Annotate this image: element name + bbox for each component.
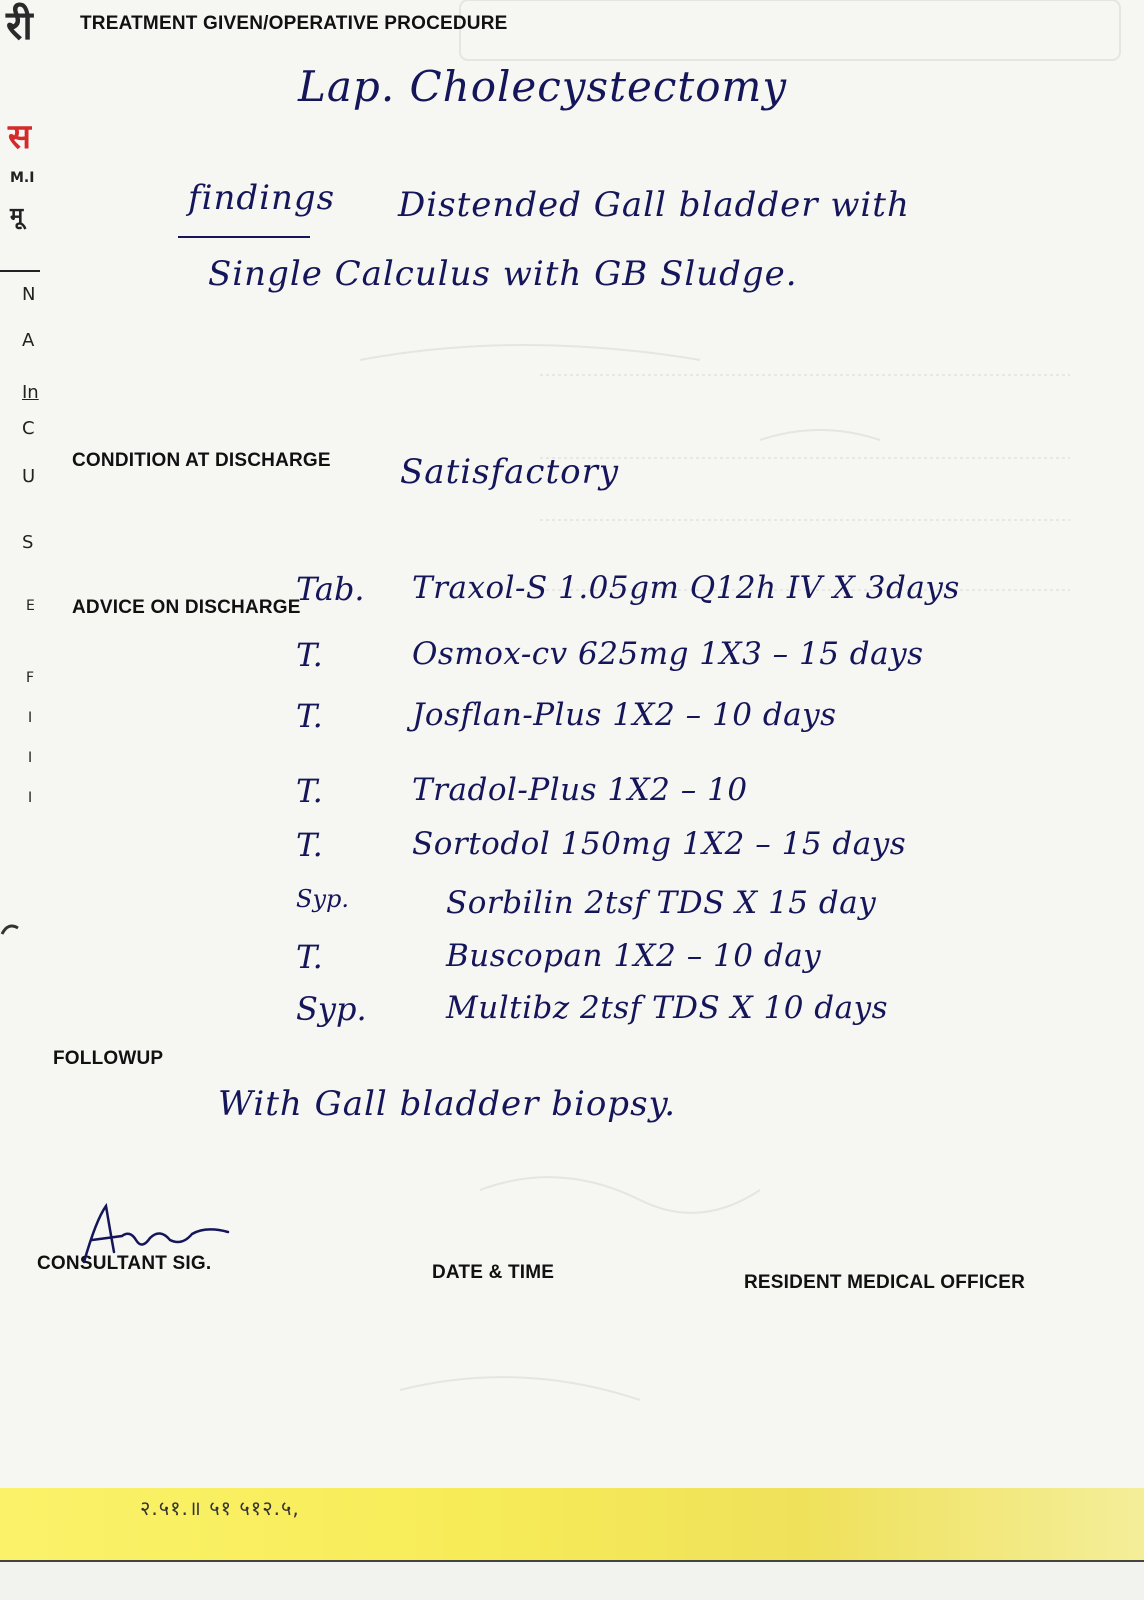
rx-prefix: Syp. [296, 990, 367, 1028]
margin-char: M.I [10, 170, 35, 186]
rx-prefix: Syp. [296, 885, 349, 913]
followup-handwritten: With Gall bladder biopsy. [218, 1084, 677, 1124]
resident-label: RESIDENT MEDICAL OFFICER [744, 1272, 1026, 1293]
rx-text: Osmox-cv 625mg 1X3 – 15 days [412, 636, 924, 672]
rx-text: Sorbilin 2tsf TDS X 15 day [446, 885, 877, 921]
margin-char: In [22, 382, 39, 403]
advice-label: ADVICE ON DISCHARGE [72, 597, 301, 618]
consultant-signature [70, 1200, 240, 1270]
rx-text: Sortodol 150mg 1X2 – 15 days [412, 826, 907, 862]
rx-text: Tradol-Plus 1X2 – 10 [412, 772, 748, 808]
condition-handwritten: Satisfactory [400, 452, 620, 492]
margin-char: A [22, 330, 35, 351]
treatment-label: TREATMENT GIVEN/OPERATIVE PROCEDURE [80, 13, 508, 34]
rx-prefix: T. [296, 826, 323, 864]
margin-char: स [8, 117, 31, 157]
findings-line-1: Distended Gall bladder with [398, 185, 910, 225]
margin-char: E [26, 598, 35, 614]
findings-line-2: Single Calculus with GB Sludge. [208, 254, 798, 294]
margin-char: I [28, 710, 33, 726]
datetime-label: DATE & TIME [432, 1262, 555, 1283]
bottom-edge [0, 1560, 1144, 1600]
margin-char: I [28, 750, 33, 766]
margin-char: मू [10, 204, 24, 229]
rx-text: Josflan-Plus 1X2 – 10 days [412, 697, 837, 733]
rx-text: Multibz 2tsf TDS X 10 days [446, 990, 889, 1026]
rx-prefix: T. [296, 938, 323, 976]
rx-prefix: T. [296, 697, 323, 735]
margin-char: U [22, 466, 36, 487]
followup-label: FOLLOWUP [53, 1048, 164, 1069]
rx-text: Buscopan 1X2 – 10 day [446, 938, 822, 974]
condition-label: CONDITION AT DISCHARGE [72, 450, 331, 471]
findings-prefix: findings [188, 178, 336, 218]
bottom-rule [0, 1560, 1144, 1562]
margin-char: S [22, 532, 34, 553]
margin-char: N [22, 284, 36, 305]
rx-prefix: Tab. [296, 570, 365, 608]
findings-underline [178, 236, 310, 238]
margin-char: I [28, 790, 33, 806]
margin-char: F [26, 670, 35, 686]
margin-char: री [6, 3, 33, 49]
procedure-handwritten: Lap. Cholecystectomy [298, 62, 788, 111]
bottom-footer-text: २.५१.॥ ५१ ५१२.५, [140, 1496, 300, 1520]
rx-text: Traxol-S 1.05gm Q12h IV X 3days [412, 570, 960, 606]
rx-prefix: T. [296, 772, 323, 810]
rx-prefix: T. [296, 636, 323, 674]
consultant-label: CONSULTANT SIG. [37, 1253, 212, 1274]
margin-char: C [22, 418, 35, 439]
